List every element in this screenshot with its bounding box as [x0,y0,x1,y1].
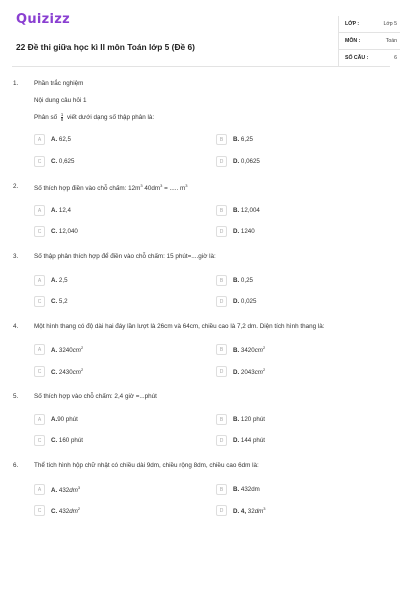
option-b[interactable] [216,484,260,495]
option-a[interactable] [34,344,83,355]
option-letter-box: A [34,484,45,495]
option-letter-box: B [216,134,227,145]
option-label: A. [51,207,58,214]
option-value: 0,025 [240,298,257,305]
option-value: 0,25 [240,277,253,284]
option-label: A. [51,487,58,495]
option-letter-box: A [34,344,45,355]
meta-row-class [339,16,400,33]
option-c[interactable] [34,366,83,377]
meta-row-count [339,50,400,66]
option-label: C. [51,228,58,235]
option-value: 432dm [240,486,260,493]
option-d[interactable] [216,505,266,516]
option-label: B. [233,277,240,284]
option-unit: cm [254,369,263,377]
option-label: D. 4, [233,508,248,516]
question-number: 4. [13,323,19,330]
option-letter-box: D [216,435,227,446]
worksheet-title: 22 Đề thi giữa học kì II môn Toán lớp 5 (Đề 6) [16,42,195,52]
option-d[interactable] [216,156,260,167]
question-text-part: 40dm [142,185,161,193]
question-text: Thể tích hình hộp chữ nhật có chiều dài 9dm, chiều rộng 8dm, chiều cao 6dm là: [34,462,259,469]
option-letter-box: C [34,226,45,237]
prompt-text: Phân số [34,113,58,121]
option-label: C. [51,158,58,165]
meta-key: SỐ CÂU : [345,55,369,61]
option-b[interactable] [216,134,253,145]
quizizz-logo: Quizizz [16,12,71,27]
option-value: 0,625 [58,158,75,165]
option-c[interactable] [34,156,74,167]
exponent: 3 [77,484,81,490]
option-letter-box: A [34,414,45,425]
option-value: 32 [247,508,255,516]
prompt-text: viết dưới dạng số thập phân là: [67,113,155,121]
option-letter-box: C [34,296,45,307]
option-letter-box: B [216,275,227,286]
exponent: 2 [80,366,84,372]
option-value: 0,0625 [240,158,260,165]
option-letter-box: D [216,505,227,516]
option-value: 2430 [58,369,73,377]
option-letter-box: B [216,484,227,495]
option-value: 3240 [58,347,73,355]
option-a[interactable] [34,484,80,495]
question-number: 2. [13,183,19,190]
option-b[interactable] [216,275,253,286]
option-c[interactable] [34,435,83,446]
exponent: 3 [140,183,143,188]
option-value: 432 [58,487,70,495]
option-label: B. [233,486,240,493]
option-value: 432 [58,508,70,516]
option-unit: cm [254,347,263,355]
option-d[interactable] [216,435,265,446]
option-letter-box: D [216,366,227,377]
option-unit: cm [72,369,81,377]
worksheet-header [12,10,397,67]
meta-key: LỚP : [345,21,360,27]
exponent: 3 [160,183,163,188]
option-letter-box: C [34,435,45,446]
meta-key: MÔN : [345,38,361,44]
option-value: 6,25 [240,136,253,143]
option-c[interactable] [34,296,68,307]
option-letter-box: C [34,366,45,377]
option-b[interactable] [216,205,260,216]
option-a[interactable] [34,275,68,286]
option-letter-box: C [34,505,45,516]
option-label: C. [51,437,58,444]
meta-value: Lớp 5 [383,21,397,27]
fraction [61,113,63,121]
option-unit: dm [69,508,78,516]
option-c[interactable] [34,226,78,237]
option-label: B. [233,207,240,214]
option-letter-box: B [216,205,227,216]
meta-value: 6 [394,55,397,61]
option-value: 160 phút [58,437,84,444]
option-letter-box: B [216,414,227,425]
exponent: 2 [262,344,266,350]
question-subtitle: Nội dung câu hỏi 1 [34,97,87,104]
option-value: 12,040 [58,228,78,235]
question-number: 5. [13,393,19,400]
question-text: Số thập phân thích hợp để điền vào chỗ chấm: 15 phút=....giờ là: [34,253,216,260]
option-label: D. [233,437,240,444]
option-label: D. [233,369,240,377]
fraction-numerator: 1 [60,112,64,117]
option-b[interactable] [216,414,265,425]
option-label: A. [51,416,58,423]
exponent: 2 [262,366,266,372]
meta-value: Toán [385,38,397,44]
option-label: A. [51,347,58,355]
option-value: 144 phút [240,437,266,444]
option-label: B. [233,136,240,143]
exponent: 2 [80,344,84,350]
option-letter-box: A [34,134,45,145]
option-d[interactable] [216,296,256,307]
option-letter-box: B [216,344,227,355]
option-a[interactable] [34,134,71,145]
option-letter-box: C [34,156,45,167]
question-text [34,113,154,121]
question-text: Một hình thang có độ dài hai đáy lần lượt là 26cm và 64cm, chiều cao là 7,2 dm. Diện tích hình thang là: [34,323,325,330]
question-text-part: = ..... m [162,185,186,193]
exponent: 2 [77,505,81,511]
option-label: D. [233,158,240,165]
option-value: 2,5 [58,277,68,284]
option-value: 5,2 [58,298,68,305]
option-value: 120 phút [240,416,266,423]
option-value: 2043 [240,369,255,377]
option-letter-box: D [216,156,227,167]
option-value: 90 phút [57,416,78,423]
option-unit: dm [69,487,78,495]
option-label: B. [233,416,240,423]
option-a[interactable] [34,414,78,425]
option-label: C. [51,508,58,516]
option-letter-box: D [216,296,227,307]
question-number: 6. [13,462,19,469]
option-value: 12,004 [240,207,260,214]
option-unit: dm [254,508,264,516]
option-value: 3420 [240,347,255,355]
question-text: Số thích hợp vào chỗ chấm: 2,4 giờ =...phút [34,393,157,400]
option-label: B. [233,347,240,355]
option-label: D. [233,228,240,235]
option-value: 12,4 [58,207,71,214]
option-value: 62,5 [58,136,71,143]
option-c[interactable] [34,505,80,516]
question-text [34,183,187,192]
option-letter-box: A [34,275,45,286]
exponent: 3 [185,183,188,188]
option-label: C. [51,369,58,377]
option-value: 1240 [240,228,255,235]
question-section-title: Phần trắc nghiệm [34,80,84,87]
option-d[interactable] [216,226,255,237]
option-letter-box: D [216,226,227,237]
question-text-part: Số thích hợp điền vào chỗ chấm: 12m [34,185,141,193]
option-label: D. [233,298,240,305]
fraction-denominator: 8 [60,116,64,122]
option-label: C. [51,298,58,305]
option-d[interactable] [216,366,265,377]
option-label: A. [51,277,58,284]
option-letter-box: A [34,205,45,216]
question-number: 3. [13,253,19,260]
option-b[interactable] [216,344,265,355]
exponent: 3 [263,505,266,511]
option-label: A. [51,136,58,143]
meta-table [338,16,400,66]
question-number: 1. [13,80,19,87]
option-a[interactable] [34,205,71,216]
option-unit: cm [72,347,81,355]
meta-row-subject [339,33,400,50]
